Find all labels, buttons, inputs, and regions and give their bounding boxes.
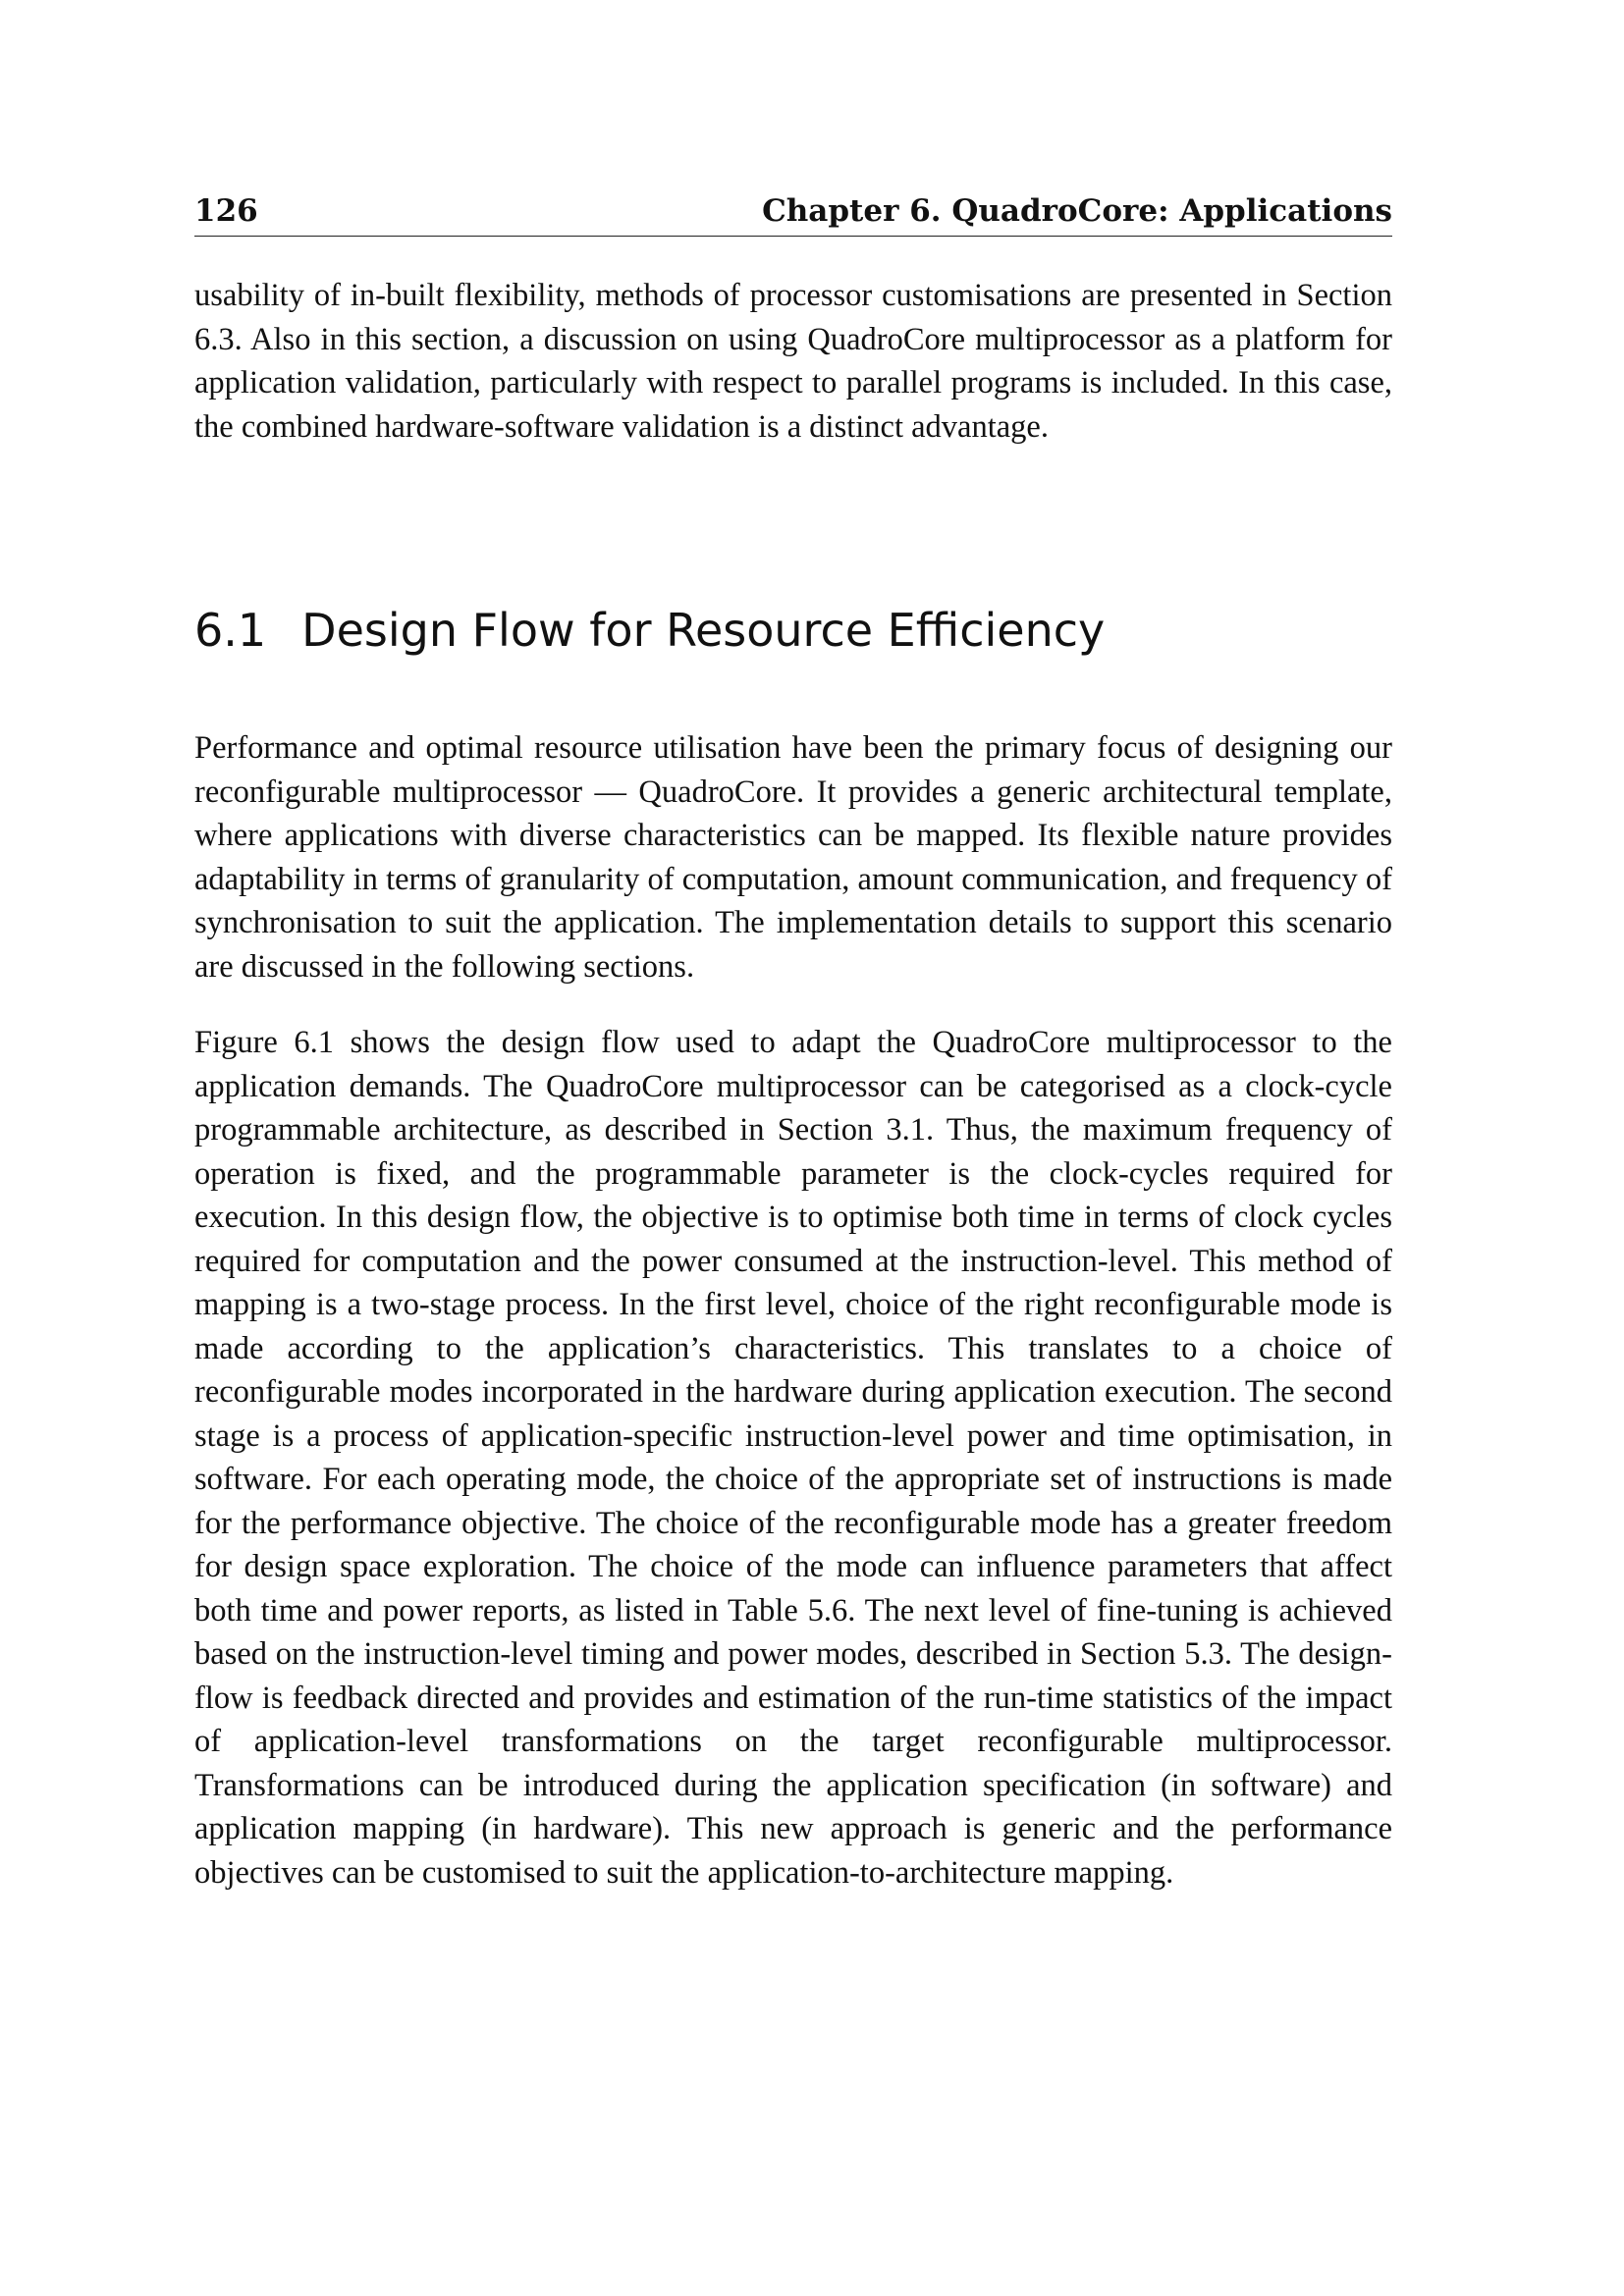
chapter-title: Chapter 6. QuadroCore: Applications — [762, 193, 1392, 229]
section-paragraph: Figure 6.1 shows the design flow used to adapt the QuadroCore multiprocessor to the application demands. The QuadroCore multiprocessor can be categorised as a clock-cycle programmable architecture, as described in Section 3.1. Thus, the maximum frequency of operation is fixed, and the programmable parameter is the clock-cycles required for execution. In this design flow, the objective is to optimise both time in terms of clock cycles required for computation and the power consumed at the instruction-level. This method of mapping is a two-stage process. In the first level, choice of the right reconfigurable mode is made according to the application’s characteristics. This translates to a choice of reconfigurable modes incorporated in the hardware during application execution. The second stage is a process of application-specific instruction-level power and time optimisation, in software. For each operating mode, the choice of the appropriate set of instructions is made for the performance objective. The choice of the reconfigurable mode has a greater freedom for design space exploration. The choice of the mode can influence parameters that affect both time and power reports, as listed in Table 5.6. The next level of fine-tuning is achieved based on the instruction-level timing and power modes, described in Section 5.3. The design-flow is feedback directed and provides and estimation of the run-time statistics of the impact of application-level transformations on the target reconfigurable multiprocessor. Transformations can be introduced during the application specification (in software) and application mapping (in hardware). This new approach is generic and the performance objectives can be customised to suit the application-to-architecture mapping. — [194, 1025, 1392, 1891]
page-number: 126 — [194, 193, 258, 229]
section-paragraph: Performance and optimal resource utilisation have been the primary focus of designing our reconfigurable multiprocessor — QuadroCore. It provides a generic architectural template, where applications with diverse characteristics can be mapped. Its flexible nature provides adaptability in terms of granularity of computation, amount communication, and frequency of synchronisation to suit the application. The implementation details to support this scenario are discussed in the following sections. — [194, 730, 1392, 985]
section-heading — [194, 603, 1392, 658]
document-page — [194, 192, 1392, 1895]
running-header — [194, 192, 1392, 237]
section-number: 6.1 — [194, 604, 267, 657]
section-title: Design Flow for Resource Efficiency — [301, 604, 1106, 657]
intro-paragraph: usability of in-built flexibility, methods of processor customisations are presented in Section 6.3. Also in this section, a discussion on using QuadroCore multiprocessor as a platform for application validation, particularly with respect to parallel programs is included. In this case, the combined hardware-software validation is a distinct advantage. — [194, 278, 1392, 445]
